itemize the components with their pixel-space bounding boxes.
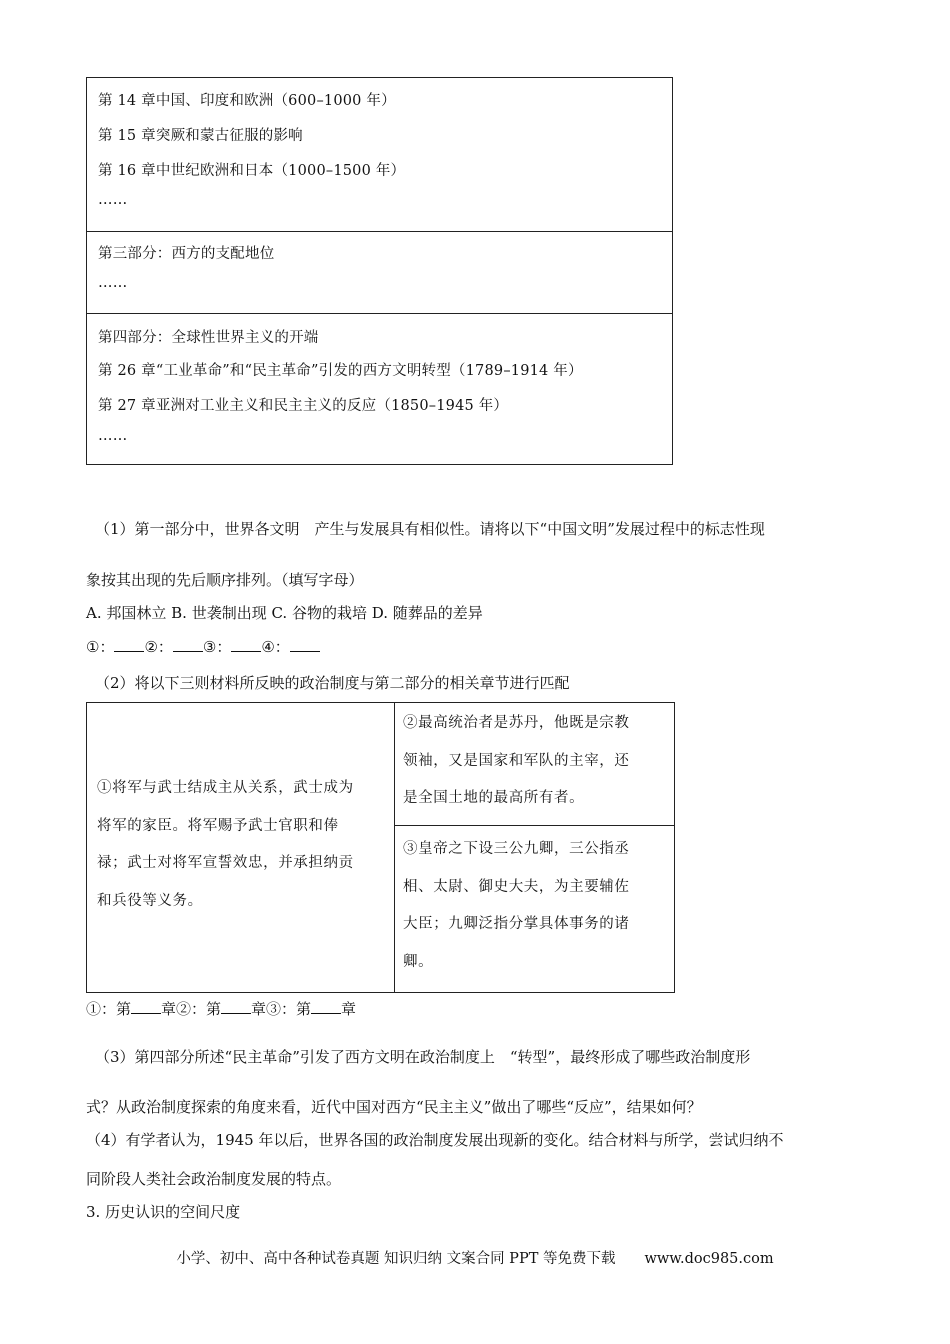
answer-blank[interactable] xyxy=(221,999,251,1014)
answer-blank[interactable] xyxy=(231,637,261,652)
material-line: ①将军与武士结成主从关系，武士成为 xyxy=(97,780,354,796)
material-3 xyxy=(403,831,669,981)
q1-answer-blanks xyxy=(86,636,320,657)
outline-line: 第 27 章亚洲对工业主义和民主主义的反应（1850–1945 年） xyxy=(98,398,509,414)
material-line: 将军的家臣。将军赐予武士官职和俸 xyxy=(97,817,339,834)
material-line: ③皇帝之下设三公九卿，三公指丞 xyxy=(403,841,630,857)
material-line: 大臣；九卿泛指分掌具体事务的诸 xyxy=(403,916,630,932)
answer-blank[interactable] xyxy=(311,999,341,1014)
q1-text-line2: 象按其出现的先后顺序排列。（填写字母） xyxy=(86,571,364,589)
materials-table xyxy=(86,702,675,993)
outline-ellipsis: …… xyxy=(98,428,128,444)
outline-divider xyxy=(87,231,672,232)
blank-label: 章③：第 xyxy=(251,1000,312,1018)
blank-label: 章②：第 xyxy=(161,1000,222,1018)
q1-text-line1: （1）第一部分中，世界各文明 产生与发展具有相似性。请将以下“中国文明”发展过程中的标志性现 xyxy=(95,520,765,538)
q2-answer-blanks xyxy=(86,998,356,1019)
material-2 xyxy=(403,705,669,818)
material-line: 和兵役等义务。 xyxy=(97,892,203,909)
answer-blank[interactable] xyxy=(173,637,203,652)
outline-ellipsis: …… xyxy=(98,192,128,208)
section-heading: 3. 历史认识的空间尺度 xyxy=(86,1203,241,1221)
chapter-outline-box xyxy=(86,77,673,465)
blank-label: ④： xyxy=(261,638,290,656)
answer-blank[interactable] xyxy=(131,999,161,1014)
blank-label: ②： xyxy=(144,638,173,656)
outline-line: 第 16 章中世纪欧洲和日本（1000–1500 年） xyxy=(98,163,406,179)
outline-line: 第 15 章突厥和蒙古征服的影响 xyxy=(98,128,303,144)
table-divider xyxy=(394,703,395,992)
outline-line: 第四部分：全球性世界主义的开端 xyxy=(98,330,319,346)
q2-prompt: （2）将以下三则材料所反映的政治制度与第二部分的相关章节进行匹配 xyxy=(95,674,570,692)
q3-text-line1: （3）第四部分所述“民主革命”引发了西方文明在政治制度上 “转型”，最终形成了哪些政治制度形 xyxy=(95,1048,751,1066)
outline-line: 第三部分：西方的支配地位 xyxy=(98,246,275,262)
material-line: 领袖，又是国家和军队的主宰，还 xyxy=(403,752,630,769)
blank-label: ③： xyxy=(202,638,232,656)
q1-options: A. 邦国林立 B. 世袭制出现 C. 谷物的栽培 D. 随葬品的差异 xyxy=(86,604,483,622)
answer-blank[interactable] xyxy=(114,637,144,652)
q4-text-line1: （4）有学者认为，1945 年以后，世界各国的政治制度发展出现新的变化。结合材料与所学，尝试归纳不 xyxy=(86,1131,784,1149)
outline-line: 第 26 章“工业革命”和“民主革命”引发的西方文明转型（1789–1914 年） xyxy=(98,363,583,379)
material-line: 卿。 xyxy=(403,953,434,970)
outline-line: 第 14 章中国、印度和欧洲（600–1000 年） xyxy=(98,93,396,109)
material-line: ②最高统治者是苏丹，他既是宗教 xyxy=(403,715,630,731)
outline-ellipsis: …… xyxy=(98,275,128,291)
table-divider xyxy=(394,825,674,826)
blank-label: ①： xyxy=(86,638,115,656)
material-1 xyxy=(97,770,387,920)
answer-blank[interactable] xyxy=(290,637,320,652)
page-footer: 小学、初中、高中各种试卷真题 知识归纳 文案合同 PPT 等免费下载 www.doc985.com xyxy=(176,1251,774,1267)
material-line: 是全国土地的最高所有者。 xyxy=(403,790,585,806)
q3-text-line2: 式？从政治制度探索的角度来看，近代中国对西方“民主主义”做出了哪些“反应”，结果如何？ xyxy=(86,1098,702,1116)
blank-label: 章 xyxy=(341,1000,357,1018)
q4-text-line2: 同阶段人类社会政治制度发展的特点。 xyxy=(86,1170,342,1188)
blank-label: ①：第 xyxy=(86,1000,132,1018)
outline-divider xyxy=(87,313,672,314)
material-line: 相、太尉、御史大夫，为主要辅佐 xyxy=(403,878,630,895)
material-line: 禄；武士对将军宣誓效忠，并承担纳贡 xyxy=(97,855,354,871)
